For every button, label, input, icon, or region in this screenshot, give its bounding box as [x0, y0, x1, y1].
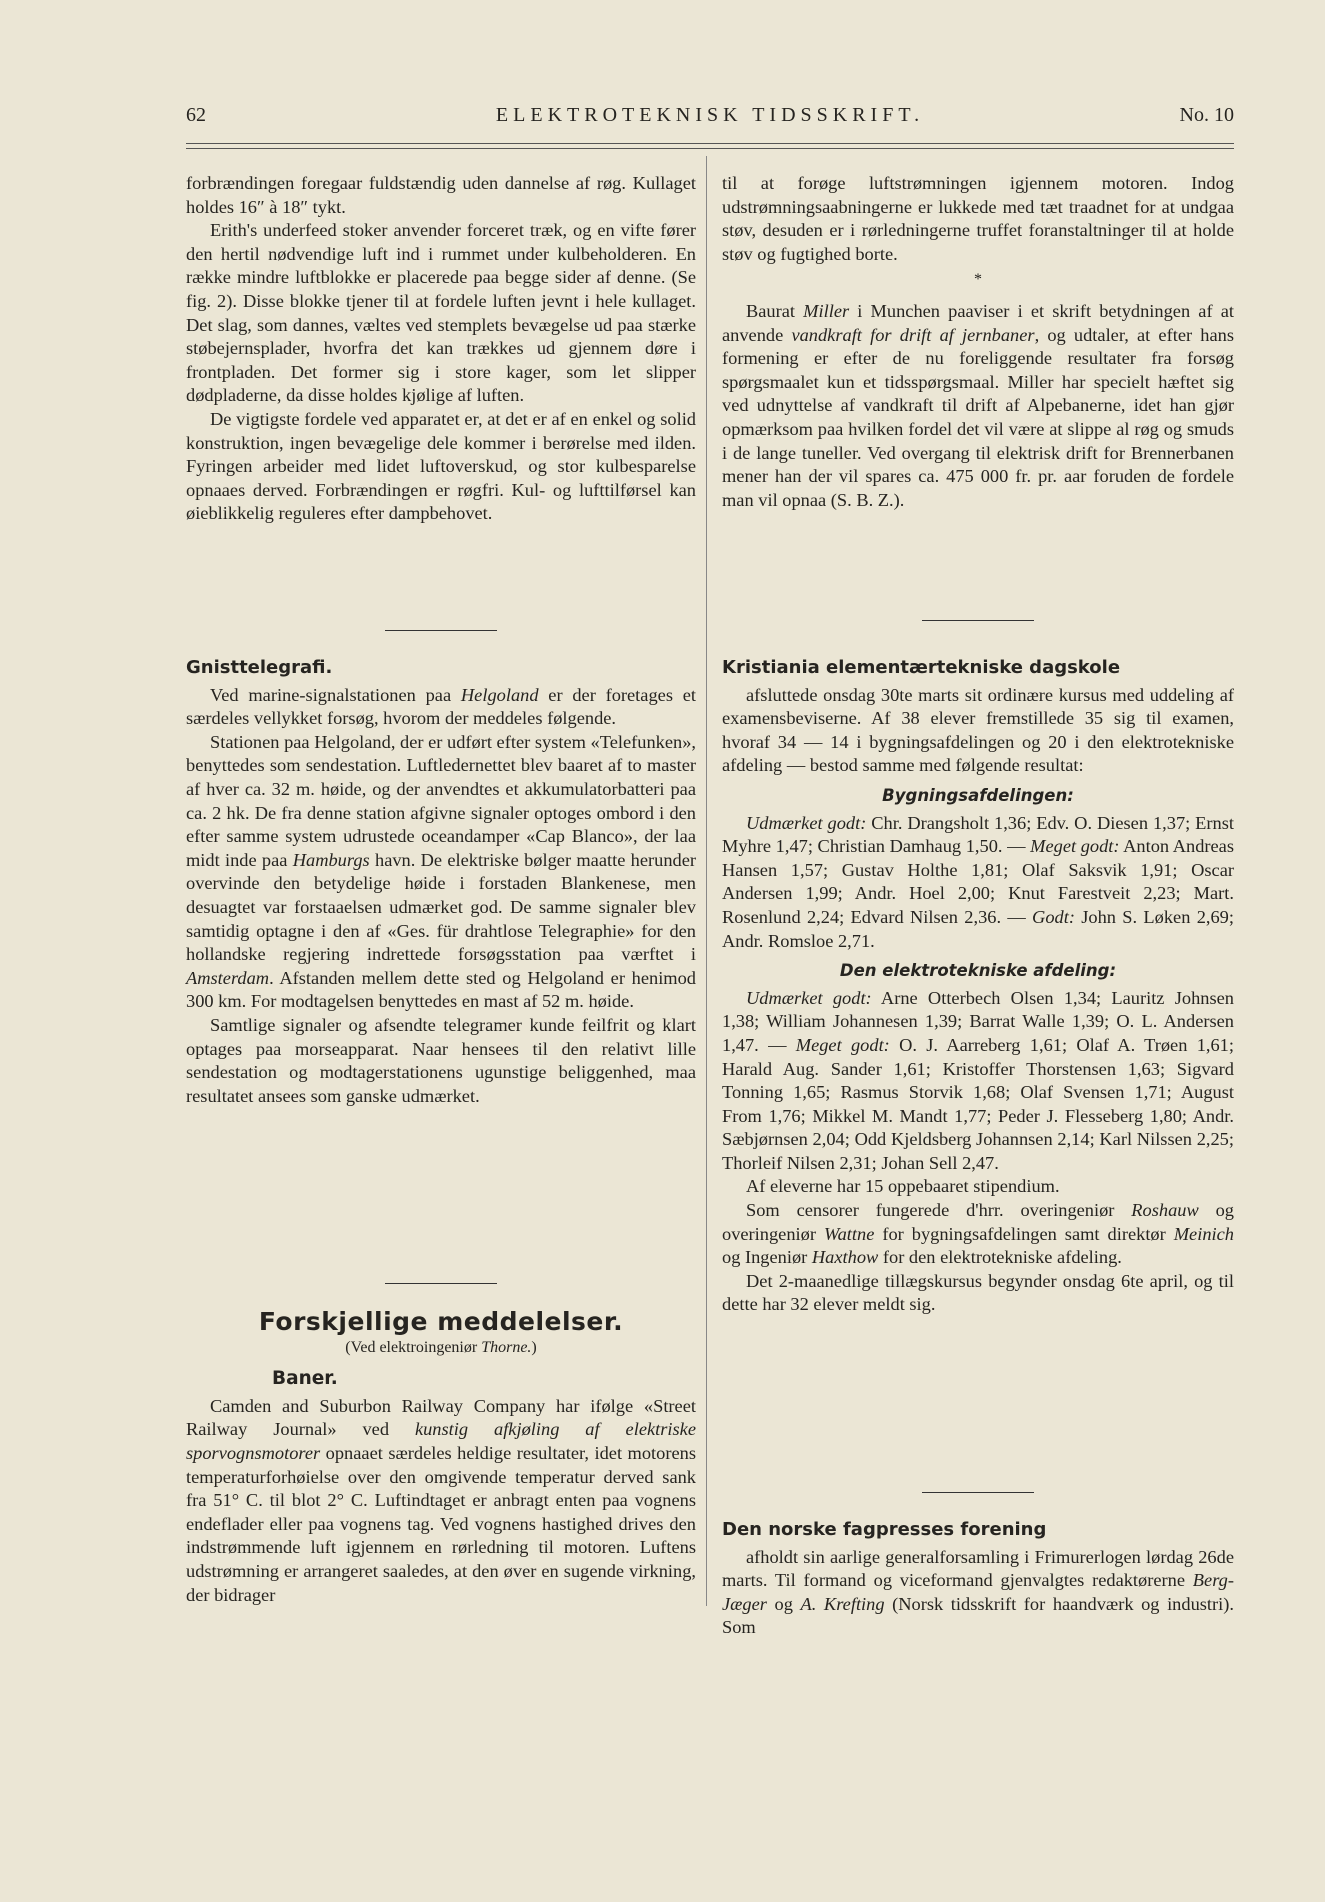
paragraph: Erith's underfeed stoker anvender forceret træk, og en vifte fører den hertil nødvendige luft ind i rummet under kulbeholderen. En række mindre luftblokke er placerede paa begge sider af denne. (Se fig. 2). Disse blokke tjener til at fordele luften jevnt i hele kullaget. Det slag, som dannes, væltes ved stemplets bevægelse ud paa stærke støbejernsplader, hvorfra det kan trækkes ud gjennem døre i frontpladen. Det former sig i store kager, som let slipper dødpladerne, da disse holdes kjølige af luften.: [186, 220, 696, 406]
section-separator: [385, 1283, 497, 1284]
paragraph: Ved marine-signalstationen paa Helgoland er der foretages et særdeles vellykket forsøg, hvorom der meddeles følgende.: [186, 684, 696, 729]
paragraph: Af eleverne har 15 oppebaaret stipendium.: [746, 1176, 1060, 1197]
paragraph: afsluttede onsdag 30te marts sit ordinære kursus med uddeling af examensbeviserne. Af 38 elever fremstillede 35 sig til examen, hvoraf 34 — 14 i bygningsafdelingen og 20 i den elektrotekniske afdeling — bestod samme med følgende resultat:: [722, 684, 1234, 776]
right-intro-block: [722, 172, 1234, 512]
running-header: [186, 104, 1234, 134]
section-heading: Gnisttelegrafi.: [186, 657, 333, 678]
section-separator: [922, 1492, 1034, 1493]
section-heading: Den norske fagpresses forening: [722, 1519, 1047, 1540]
subsection-heading: Den elektrotekniske afdeling:: [839, 961, 1117, 981]
subsection-heading: Baner.: [272, 1368, 338, 1390]
section-separator: [922, 620, 1034, 621]
section-title: Forskjellige meddelelser.: [258, 1307, 624, 1336]
paragraph: Baurat Miller i Munchen paaviser i et skrift betydningen af at anvende vandkraft for drift af jernbaner, og udtaler, at efter hans formening er efter de nu foreliggende resultater fra forsøg spørgsmaalet kun et tidsspørgsmaal. Miller har specielt hæftet sig ved udnyttelse af vandkraft til drift af Alpebanerne, idet han gjør opmærksom paa hvilken fordel det vil være at slippe al røg og smuds i de lange tuneller. Ved overgang til elektrisk drift for Brennerbanen mener han der vil spares ca. 475 000 fr. pr. aar foruden de fordele man vil opnaa (S. B. Z.).: [722, 300, 1234, 510]
issue-number: No. 10: [1179, 104, 1234, 126]
fagpresse-section: [722, 1518, 1234, 1640]
header-rule-top: [186, 143, 1234, 144]
kristiania-section: [722, 656, 1234, 1317]
paragraph: Camden and Suburbon Railway Company har ifølge «Street Railway Journal» ved kunstig afkjøling af elektriske sporvognsmotorer opnaaet særdeles heldige resultater, idet motorens temperaturforhøielse over den omgivende temperatur derved sank fra 51° C. til blot 2° C. Luftindtaget er anbragt enten paa vognens endeflader eller paa vognens tag. Ved vognens hastighed drives den indstrømmende luft igjennem en rørledning til motoren. Luftens udstrømning er arrangeret saaledes, at den øver en sugende virkning, der bidrager: [186, 1395, 696, 1605]
column-divider: [706, 156, 707, 1606]
paragraph: Stationen paa Helgoland, der er udført efter system «Telefunken», benyttedes som sendestation. Luftledernettet blev baaret af to master af hver ca. 32 m. høide, og der anvendtes et akkumulatorbatteri paa ca. 2 hk. De fra denne station afgivne signaler optoges ombord i den efter samme system udrustede oceandamper «Cap Blanco», der laa midt inde paa Hamburgs havn. De elektriske bølger maatte herunder overvinde den betydelige høide i forstaden Blankenese, men desuagtet var forstaaelsen udmærket god. De samme signaler blev samtidig optagne i den af «Ges. für drahtlose Telegraphie» for den hollandske regjering indrettede forsøgsstation paa værftet i Amsterdam. Afstanden mellem dette sted og Helgoland er henimod 300 km. For modtagelsen benyttedes en mast af 52 m. høide.: [186, 731, 696, 1012]
left-intro-block: [186, 172, 696, 526]
page-number: 62: [186, 104, 206, 126]
paragraph: afholdt sin aarlige generalforsamling i Frimurerlogen lørdag 26de marts. Til formand og viceformand gjenvalgtes redaktørerne Berg-Jæger og A. Krefting (Norsk tidsskrift for haandværk og industri). Som: [722, 1546, 1234, 1638]
section-heading: Kristiania elementærtekniske dagskole: [722, 657, 1121, 678]
asterisk-divider: *: [974, 271, 982, 289]
gnisttelegrafi-section: [186, 656, 696, 1108]
paragraph: Som censorer fungerede d'hrr. overingeniør Roshauw og overingeniør Wattne for bygningsafdelingen samt direktør Meinich og Ingeniør Haxthow for den elektrotekniske afdeling.: [722, 1200, 1234, 1268]
header-rule-bottom: [186, 148, 1234, 149]
paragraph: Det 2-maanedlige tillægskursus begynder onsdag 6te april, og til dette har 32 elever meldt sig.: [722, 1270, 1234, 1315]
journal-title: ELEKTROTEKNISK TIDSSKRIFT.: [495, 104, 925, 126]
author-credit: (Ved elektroingeniør Thorne.): [345, 1338, 537, 1356]
paragraph: til at forøge luftstrømningen igjennem motoren. Indog udstrømningsaabningerne er lukkede med tæt traadnet for at undgaa støv, desuden er i rørledningerne truffet foranstaltninger til at holde støv og fugtighed borte.: [722, 173, 1234, 264]
results-paragraph: Udmærket godt: Chr. Drangsholt 1,36; Edv. O. Diesen 1,37; Ernst Myhre 1,47; Christian Damhaug 1,50. — Meget godt: Anton Andreas Hansen 1,57; Gustav Holthe 1,81; Olaf Saksvik 1,91; Oscar Andersen 1,99; Andr. Hoel 2,00; Knut Farestveit 2,23; Mart. Rosenlund 2,24; Edvard Nilsen 2,36. — Godt: John S. Løken 2,69; Andr. Romsloe 2,71.: [722, 812, 1234, 951]
results-paragraph: Udmærket godt: Arne Otterbech Olsen 1,34; Lauritz Johnsen 1,38; William Johannesen 1,39; Barrat Walle 1,39; O. L. Andersen 1,47. — Meget godt: O. J. Aarreberg 1,61; Olaf A. Trøen 1,61; Harald Aug. Sander 1,61; Kristoffer Thorstensen 1,63; Sigvard Tonning 1,65; Rasmus Storvik 1,68; Olaf Svensen 1,71; August From 1,76; Mikkel M. Mandt 1,77; Peder J. Flesseberg 1,80; Andr. Sæbjørnsen 2,04; Odd Kjeldsberg Johannsen 2,14; Karl Nilssen 2,25; Thorleif Nilsen 2,31; Johan Sell 2,47.: [722, 987, 1234, 1173]
paragraph: forbrændingen foregaar fuldstændig uden dannelse af røg. Kullaget holdes 16″ à 18″ tykt.: [186, 173, 696, 217]
section-separator: [385, 630, 497, 631]
subsection-heading: Bygningsafdelingen:: [882, 785, 1074, 805]
forskjellige-section: [186, 1307, 696, 1607]
paragraph: De vigtigste fordele ved apparatet er, at det er af en enkel og solid konstruktion, ingen bevægelige dele kommer i berørelse med ilden. Fyringen arbeider med lidet luftoverskud, og stor kulbesparelse opnaaes derved. Forbrændingen er røgfri. Kul- og lufttilførsel kan øieblikkelig reguleres efter dampbehovet.: [186, 408, 696, 524]
paragraph: Samtlige signaler og afsendte telegramer kunde feilfrit og klart optages paa morseapparat. Naar hensees til den relativt lille sendestation og modtagerstationens ugunstige beliggenhed, maa resultatet ansees som ganske udmærket.: [186, 1014, 696, 1106]
